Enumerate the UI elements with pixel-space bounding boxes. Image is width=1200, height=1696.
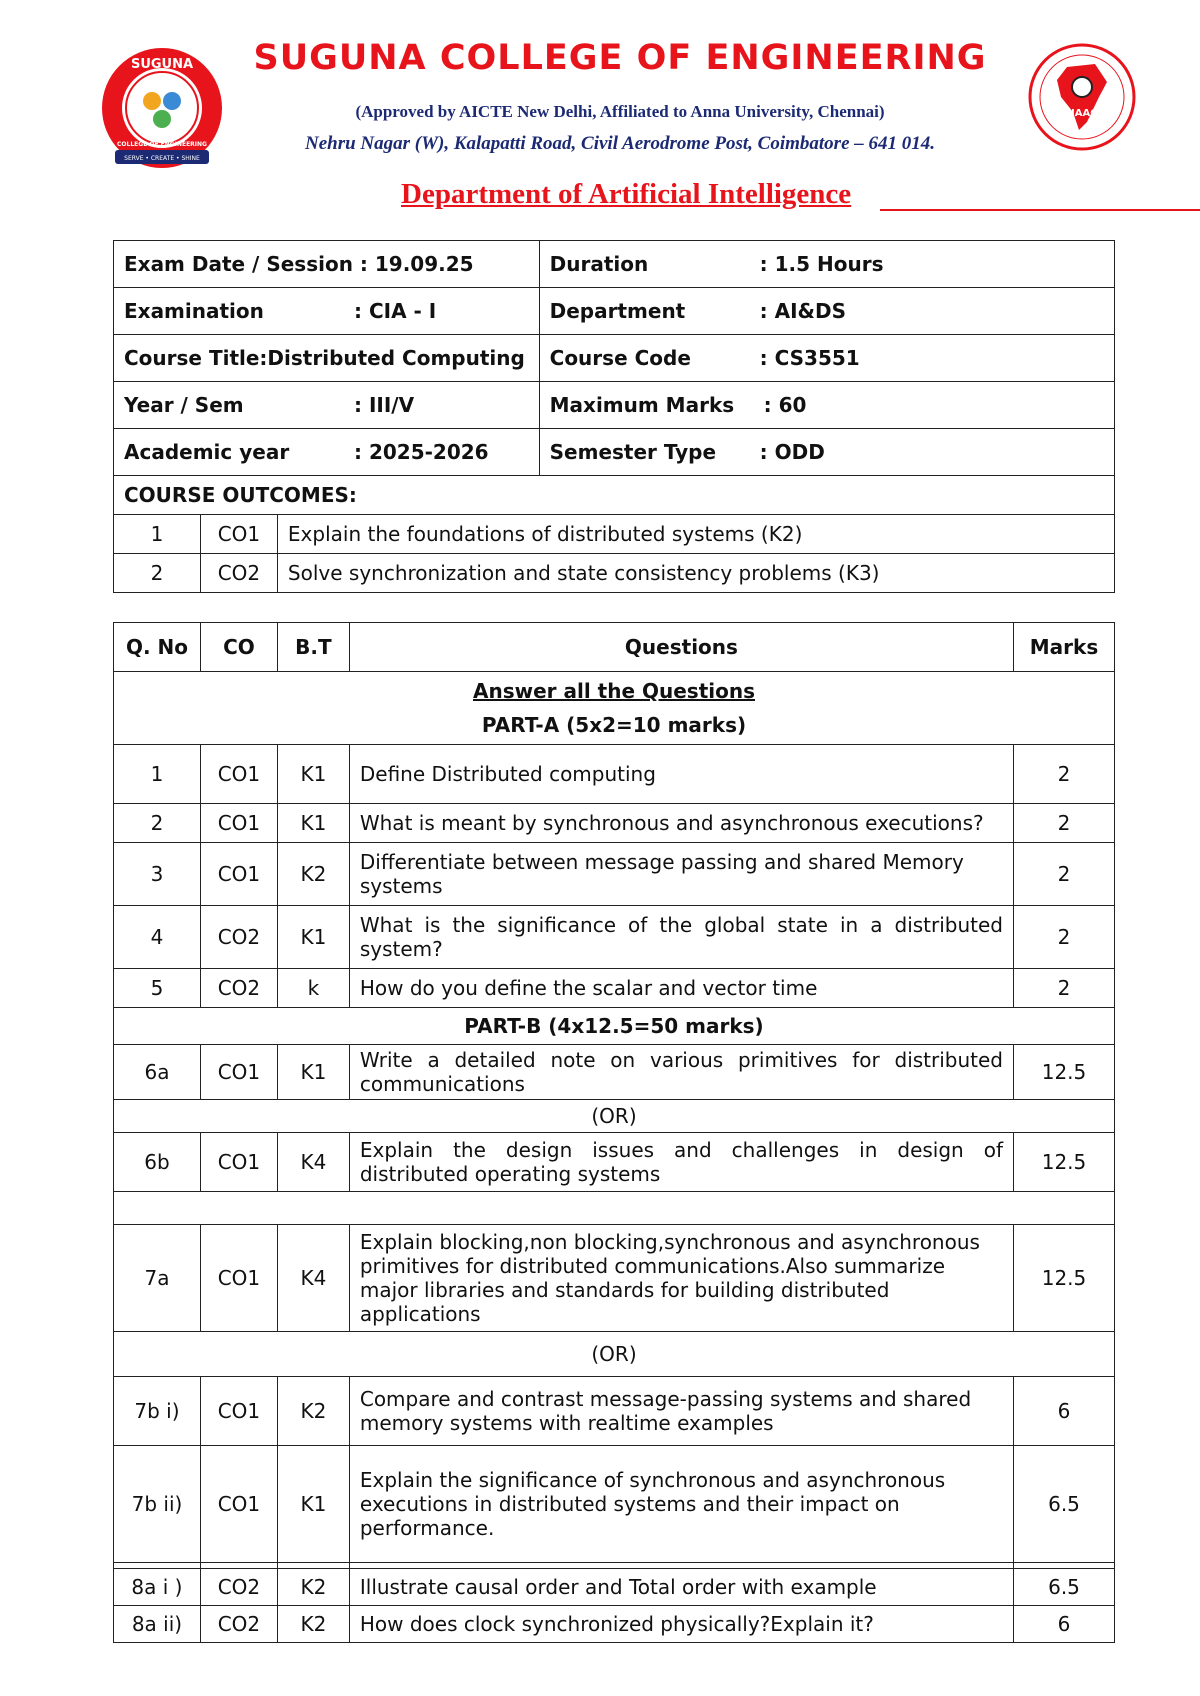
qno-cell: 6b <box>114 1133 201 1192</box>
or-text: (OR) <box>114 1332 1115 1377</box>
marks-cell: 12.5 <box>1014 1133 1115 1192</box>
examination-cell <box>114 288 540 335</box>
qno-cell: 4 <box>114 906 201 969</box>
part-b-title: PART-B (4x12.5=50 marks) <box>114 1008 1115 1045</box>
marks-cell: 2 <box>1014 745 1115 804</box>
header-qno: Q. No <box>114 623 201 672</box>
qno-cell: 8a ii) <box>114 1606 201 1643</box>
questions-table <box>113 622 1115 1643</box>
outcome-no: 1 <box>114 515 201 554</box>
question-cell: Explain the significance of synchronous and asynchronous executions in distributed systems and their impact on performance. <box>349 1446 1013 1563</box>
bt-cell: K2 <box>277 843 349 906</box>
question-cell: Explain blocking,non blocking,synchronous and asynchronous primitives for distributed communications.Also summarize major libraries and standards for building distributed applications <box>349 1225 1013 1332</box>
bt-cell: K2 <box>277 1377 349 1446</box>
bt-cell: K4 <box>277 1133 349 1192</box>
question-cell: What is meant by synchronous and asynchronous executions? <box>349 804 1013 843</box>
outcome-no: 2 <box>114 554 201 593</box>
table-row <box>114 1133 1115 1192</box>
marks-cell: 12.5 <box>1014 1225 1115 1332</box>
co-cell: CO1 <box>200 1377 277 1446</box>
year-sem-label: Year / Sem <box>124 393 244 417</box>
exam-date-value: 19.09.25 <box>374 252 474 276</box>
year-sem-cell <box>114 382 540 429</box>
marks-cell: 6.5 <box>1014 1446 1115 1563</box>
marks-cell: 12.5 <box>1014 1045 1115 1100</box>
duration-value: : 1.5 Hours <box>759 252 884 276</box>
question-cell: What is the significance of the global state in a distributed system? <box>349 906 1013 969</box>
qno-cell: 7a <box>114 1225 201 1332</box>
course-title-cell: Course Title:Distributed Computing <box>114 335 540 382</box>
academic-year-cell <box>114 429 540 476</box>
department-title: Department of Artificial Intelligence <box>401 178 852 210</box>
instruction-text: Answer all the Questions <box>473 679 755 703</box>
outcome-co: CO1 <box>200 515 277 554</box>
qno-cell: 1 <box>114 745 201 804</box>
approval-line: (Approved by AICTE New Delhi, Affiliated to Anna University, Chennai) <box>355 102 885 121</box>
duration-label: Duration <box>549 252 649 276</box>
outcome-text: Explain the foundations of distributed systems (K2) <box>277 515 1114 554</box>
qno-cell: 6a <box>114 1045 201 1100</box>
course-code-cell <box>539 335 1114 382</box>
header-bt: B.T <box>277 623 349 672</box>
co-cell: CO1 <box>200 745 277 804</box>
question-cell: Illustrate causal order and Total order with example <box>349 1569 1013 1606</box>
table-row <box>114 1377 1115 1446</box>
exam-date-label: Exam Date / Session : <box>124 252 368 276</box>
max-marks-cell <box>539 382 1114 429</box>
address-line: Nehru Nagar (W), Kalapatti Road, Civil Aerodrome Post, Coimbatore – 641 014. <box>304 133 935 154</box>
marks-cell: 2 <box>1014 804 1115 843</box>
spacer-row <box>114 1192 1115 1225</box>
co-cell: CO1 <box>200 843 277 906</box>
question-cell: Write a detailed note on various primitives for distributed communications <box>349 1045 1013 1100</box>
outcome-co: CO2 <box>200 554 277 593</box>
qno-cell: 2 <box>114 804 201 843</box>
table-row <box>114 1446 1115 1563</box>
outcome-row <box>114 554 1115 593</box>
marks-cell: 2 <box>1014 906 1115 969</box>
department-cell <box>539 288 1114 335</box>
examination-value: : CIA - I <box>354 299 437 323</box>
qno-cell: 5 <box>114 969 201 1008</box>
logo-subtext: COLLEGE OF ENGINEERING <box>117 141 207 148</box>
marks-cell: 2 <box>1014 969 1115 1008</box>
bt-cell: K1 <box>277 804 349 843</box>
course-code-label: Course Code <box>549 346 691 370</box>
qno-cell: 8a i ) <box>114 1569 201 1606</box>
semester-type-label: Semester Type <box>549 440 717 464</box>
bt-cell: K2 <box>277 1606 349 1643</box>
header-marks: Marks <box>1014 623 1115 672</box>
header-co: CO <box>200 623 277 672</box>
marks-cell: 6.5 <box>1014 1569 1115 1606</box>
co-cell: CO1 <box>200 1045 277 1100</box>
or-text: (OR) <box>114 1100 1115 1133</box>
table-row <box>114 906 1115 969</box>
co-cell: CO2 <box>200 969 277 1008</box>
max-marks-value: : 60 <box>763 393 807 417</box>
question-cell: Define Distributed computing <box>349 745 1013 804</box>
academic-year-value: : 2025-2026 <box>354 440 489 464</box>
co-cell: CO1 <box>200 804 277 843</box>
department-label: Department <box>549 299 686 323</box>
marks-cell: 6 <box>1014 1606 1115 1643</box>
qno-cell: 7b ii) <box>114 1446 201 1563</box>
marks-cell: 6 <box>1014 1377 1115 1446</box>
header-questions: Questions <box>349 623 1013 672</box>
or-row <box>114 1332 1115 1377</box>
co-cell: CO1 <box>200 1446 277 1563</box>
or-row <box>114 1100 1115 1133</box>
department-value: : AI&DS <box>759 299 846 323</box>
outcome-text: Solve synchronization and state consistency problems (K3) <box>277 554 1114 593</box>
logo-text: SUGUNA <box>130 57 194 72</box>
questions-header-row <box>114 623 1115 672</box>
qno-cell: 7b i) <box>114 1377 201 1446</box>
college-name: SUGUNA COLLEGE OF ENGINEERING <box>253 38 987 78</box>
bt-cell: K2 <box>277 1569 349 1606</box>
co-cell: CO1 <box>200 1133 277 1192</box>
table-row <box>114 804 1115 843</box>
question-cell: Explain the design issues and challenges in design of distributed operating systems <box>349 1133 1013 1192</box>
question-cell: How does clock synchronized physically?Explain it? <box>349 1606 1013 1643</box>
table-row <box>114 1569 1115 1606</box>
table-row <box>114 745 1115 804</box>
table-row <box>114 1045 1115 1100</box>
max-marks-label: Maximum Marks <box>549 393 735 417</box>
naac-logo <box>1027 42 1137 152</box>
exam-date-cell <box>114 241 540 288</box>
part-b-heading-row <box>114 1008 1115 1045</box>
examination-label: Examination <box>124 299 264 323</box>
logo-motto: SERVE • CREATE • SHINE <box>124 155 200 162</box>
co-cell: CO2 <box>200 1606 277 1643</box>
question-cell: How do you define the scalar and vector time <box>349 969 1013 1008</box>
co-cell: CO2 <box>200 906 277 969</box>
question-cell: Differentiate between message passing and shared Memory systems <box>349 843 1013 906</box>
semester-type-value: : ODD <box>759 440 825 464</box>
question-cell: Compare and contrast message-passing systems and shared memory systems with realtime examples <box>349 1377 1013 1446</box>
table-row <box>114 843 1115 906</box>
bt-cell: k <box>277 969 349 1008</box>
year-sem-value: : III/V <box>354 393 415 417</box>
naac-text: NAAC <box>1066 108 1098 119</box>
course-code-value: : CS3551 <box>759 346 860 370</box>
bt-cell: K1 <box>277 745 349 804</box>
table-row <box>114 969 1115 1008</box>
part-a-heading-row <box>114 672 1115 745</box>
course-outcomes-heading: COURSE OUTCOMES: <box>114 476 1115 515</box>
bt-cell: K1 <box>277 1446 349 1563</box>
bt-cell: K1 <box>277 1045 349 1100</box>
table-row <box>114 1225 1115 1332</box>
table-row <box>114 1606 1115 1643</box>
co-cell: CO2 <box>200 1569 277 1606</box>
academic-year-label: Academic year <box>124 440 290 464</box>
bt-cell: K4 <box>277 1225 349 1332</box>
exam-info-table <box>113 240 1115 593</box>
duration-cell <box>539 241 1114 288</box>
marks-cell: 2 <box>1014 843 1115 906</box>
bt-cell: K1 <box>277 906 349 969</box>
qno-cell: 3 <box>114 843 201 906</box>
semester-type-cell <box>539 429 1114 476</box>
co-cell: CO1 <box>200 1225 277 1332</box>
outcome-row <box>114 515 1115 554</box>
college-logo <box>100 46 224 170</box>
part-a-title: PART-A (5x2=10 marks) <box>481 713 747 737</box>
department-underline <box>880 209 1200 211</box>
